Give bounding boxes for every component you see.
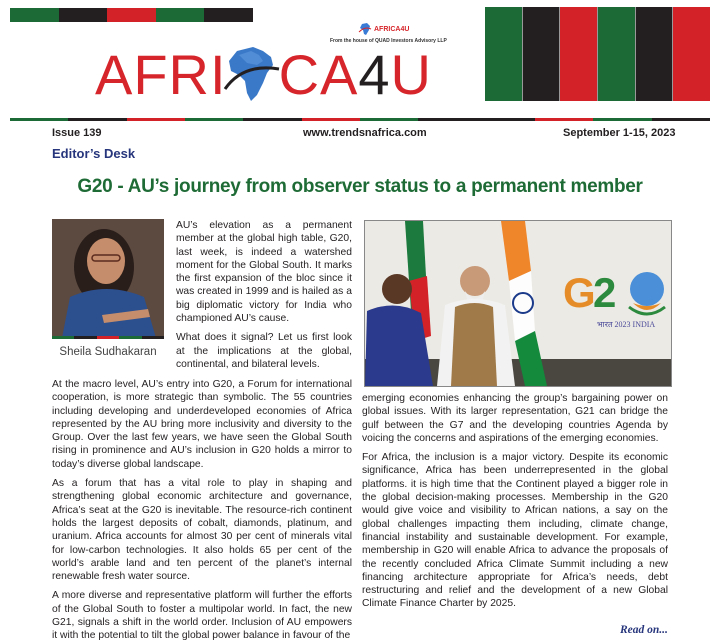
paragraph: A more diverse and representative platform will further the efforts of the Global South to foster a multipolar world. In fact, the new G21, signals a shift in the world order. Inclusion of AU empowers it with the potential to tilt the global power balance in favour of the xyxy=(52,590,352,642)
paragraph: emerging economies enhancing the group’s bargaining power on global issues. With its larger representation, G21 can bridge the gulf between the G7 and the developing countries Agenda by voicing the concerns and aspirations of the emerging economies. xyxy=(362,393,668,444)
color-divider xyxy=(10,118,710,121)
masthead-logo xyxy=(95,43,432,106)
small-logo xyxy=(358,22,409,36)
logo-text-afri: AFRI xyxy=(95,43,227,106)
color-strip-top-left xyxy=(10,8,253,22)
author-photo xyxy=(52,219,164,338)
issue-date: September 1-15, 2023 xyxy=(563,127,676,139)
paragraph: AU’s elevation as a permanent member at the global high table, G20, last week, is indeed a watershed moment for the Global South. It marks the first expansion of the bloc since it was created in 1999 and is hailed as a big diplomatic victory for India who championed AU’s cause. xyxy=(176,220,352,325)
article-headline: G20 - AU’s journey from observer status to a permanent member xyxy=(77,176,643,197)
article-column-left xyxy=(52,378,352,643)
article-column-right xyxy=(362,392,668,611)
author-caption: Sheila Sudhakaran xyxy=(59,346,157,358)
svg-text:भारत 2023 INDIA: भारत 2023 INDIA xyxy=(597,320,656,329)
article-intro xyxy=(176,219,352,371)
issue-number: Issue 139 xyxy=(52,127,102,139)
paragraph: For Africa, the inclusion is a major victory. Despite its economic significance, Africa has been underrepresented in the global platforms. it is high time that the Continent played a bigger role in the global decision-making processes. Membership in the G20 would give voice and visibility to African nations, a say on the global challenges impacting them including, climate change, financial instability and sustainable development. For example, membership in G20 will enable Africa to advance the proposals of the recently concluded Africa Climate Summit including a new financing architecture appropriate for Africa’s needs, debt restructuring and relief and the development of a new Global Climate Finance Charter by 2025. xyxy=(362,452,668,610)
logo-tagline: From the house of QUAD Investors Advisory LLP xyxy=(330,38,447,44)
color-block-top-right xyxy=(485,7,710,101)
g20-meeting-photo xyxy=(364,220,672,387)
section-label: Editor’s Desk xyxy=(52,146,136,161)
g20-logo-text: G xyxy=(563,269,596,316)
paragraph: As a forum that has a vital role to play in shaping and strengthening global economic architecture and governance, Africa’s seat at the G20 is inevitable. The resource-rich continent holds the largest deposits of cobalt, diamonds, platinum, and uranium. Africa accounts for almost 30 per cent of minerals vital for low-carbon technologies. It also holds 65 per cent of the world’s arable land and ten percent of the planet’s internal renewable fresh water source. xyxy=(52,478,352,583)
paragraph: What does it signal? Let us first look at the implications at the global, continental, and bilateral levels. xyxy=(176,332,352,370)
photo-color-bar xyxy=(52,336,164,339)
read-on-link[interactable]: Read on... xyxy=(620,624,668,636)
paragraph: At the macro level, AU’s entry into G20, a Forum for international cooperation, is more strategic than symbolic. The 55 countries including developing and underdeveloped economies of Africa represented by the AU bring more inclusivity and diversity to the Group. Over the last few years, we have seen the Global South rising in prominence and AU’s inclusion in G20 holds a mirror to today’s diverse global landscape. xyxy=(52,379,352,470)
logo-text-4: 4 xyxy=(358,43,391,106)
logo-text-ca: CA xyxy=(278,43,359,106)
logo-text-u: U xyxy=(390,43,432,106)
website-link[interactable]: www.trendsnafrica.com xyxy=(303,127,427,139)
africa-globe-icon xyxy=(223,43,283,103)
africa-map-icon xyxy=(358,22,372,36)
svg-text:2: 2 xyxy=(593,269,617,316)
small-logo-text: AFRICA4U xyxy=(374,25,410,33)
